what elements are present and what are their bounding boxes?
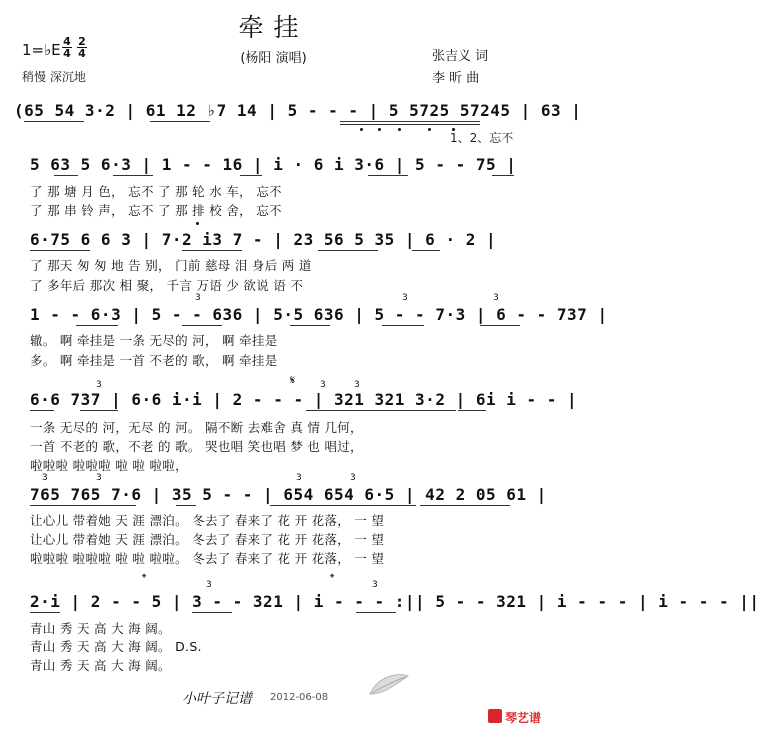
coda-sign-2: 𝄌: [330, 571, 335, 585]
time-sig-a-den: 4: [63, 47, 71, 60]
score-row-4-lyric-1: 辙。 啊 牵挂是 一条 无尽的 河， 啊 牵挂是: [30, 333, 278, 348]
score-row-6-lyric-1: 让心儿 带着她 天 涯 漂泊。 冬去了 春来了 花 开 花落， 一 望: [30, 513, 385, 528]
score-row-6-lyric-2: 让心儿 带着她 天 涯 漂泊。 冬去了 春来了 花 开 花落， 一 望: [30, 532, 385, 547]
score-row-4-lyric-2: 多。 啊 牵挂是 一首 不老的 歌， 啊 牵挂是: [30, 353, 278, 368]
lyricist-credit: 张吉义 词: [432, 49, 489, 64]
transcription-date: 2012-06-08: [270, 692, 329, 703]
score-row-7-lyric-3: 青山 秀 天 高 大 海 阔。: [30, 658, 171, 673]
leaf-icon: [368, 672, 410, 698]
score-row-6-lyric-3: 啦啦啦 啦啦啦 啦 啦 啦啦。 冬去了 春来了 花 开 花落， 一 望: [30, 551, 385, 566]
score-row-5-lyric-3: 啦啦啦 啦啦啦 啦 啦 啦啦，: [30, 458, 188, 473]
score-row-2-lyric-1: 了 那 塘 月 色， 忘不 了 那 轮 水 车， 忘不: [30, 184, 282, 199]
time-sig-b-den: 4: [78, 47, 86, 60]
transcriber-signature: 小叶子记谱: [182, 691, 252, 707]
score-row-7-lyric-1: 青山 秀 天 高 大 海 阔。: [30, 621, 171, 636]
time-signature-b: [77, 36, 87, 59]
performer-subtitle: (杨阳 演唱): [240, 51, 307, 66]
tempo-marking: 稍慢 深沉地: [22, 70, 86, 84]
score-row-1-notes: (65 54 3·2 | 61 12 ♭7 14 | 5 - - - | 5 5725 57245 | 63 |: [14, 101, 582, 120]
score-row-2-lyric-2: 了 那 串 铃 声， 忘不 了 那 排 校 舍， 忘不: [30, 203, 282, 218]
segno-sign: 𝄋: [290, 373, 296, 387]
key-signature: 1=♭E: [22, 41, 61, 59]
coda-sign-1: 𝄌: [142, 571, 147, 585]
time-sig-b-num: 2: [78, 35, 86, 48]
brand-logo-icon: [488, 709, 502, 723]
song-title: 牵挂: [238, 13, 309, 42]
composer-credit: 李 昕 曲: [432, 71, 480, 86]
score-row-7-notes: 2·i | 2 - - 5 | 3 - - 321 | i - - - :|| 5 - - 321 | i - - - | i - - - ||: [30, 592, 760, 611]
time-signature-a: [62, 36, 72, 59]
score-row-5-lyric-1: 一条 无尽的 河，无尽 的 河。 隔不断 去难舍 真 情 几何，: [30, 420, 363, 435]
score-row-5-lyric-2: 一首 不老的 歌，不老 的 歌。 哭也唱 笑也唱 梦 也 唱过，: [30, 439, 363, 454]
score-row-6-notes: 765 765 7·6 | 35 5 - - | 654 654 6·5 | 42 2 05 61 |: [30, 485, 547, 504]
score-row-3-lyric-2: 了 多年后 那次 相 聚， 千言 万语 少 欲说 语 不: [30, 278, 304, 293]
score-row-4-notes: 1 - - 6·3 | 5 - - 636 | 5·5 636 | 5 - - 7·3 | 6 - - 737 |: [30, 305, 608, 324]
score-row-5-notes: 6·6 737 | 6·6 i·i | 2 - - - | 321 321 3·2 | 6i i - - |: [30, 390, 578, 409]
brand-name: 琴艺谱: [505, 711, 542, 725]
score-row-3-lyric-1: 了 那天 匆 匆 地 告 别， 门前 慈母 泪 身后 两 道: [30, 258, 312, 273]
score-row-2-notes: 5 63 5 6·3 | 1 - - 16 | i · 6 i 3·6 | 5 - - 75 |: [30, 155, 517, 174]
score-row-7-lyric-2: 青山 秀 天 高 大 海 阔。 D.S.: [30, 639, 202, 654]
score-row-1-lyric-1: 1、2、忘不: [450, 131, 514, 145]
time-sig-a-num: 4: [63, 35, 71, 48]
score-row-3-notes: 6·75 6 6 3 | 7·2 i3 7 - | 23 56 5 35 | 6 · 2 |: [30, 230, 497, 249]
